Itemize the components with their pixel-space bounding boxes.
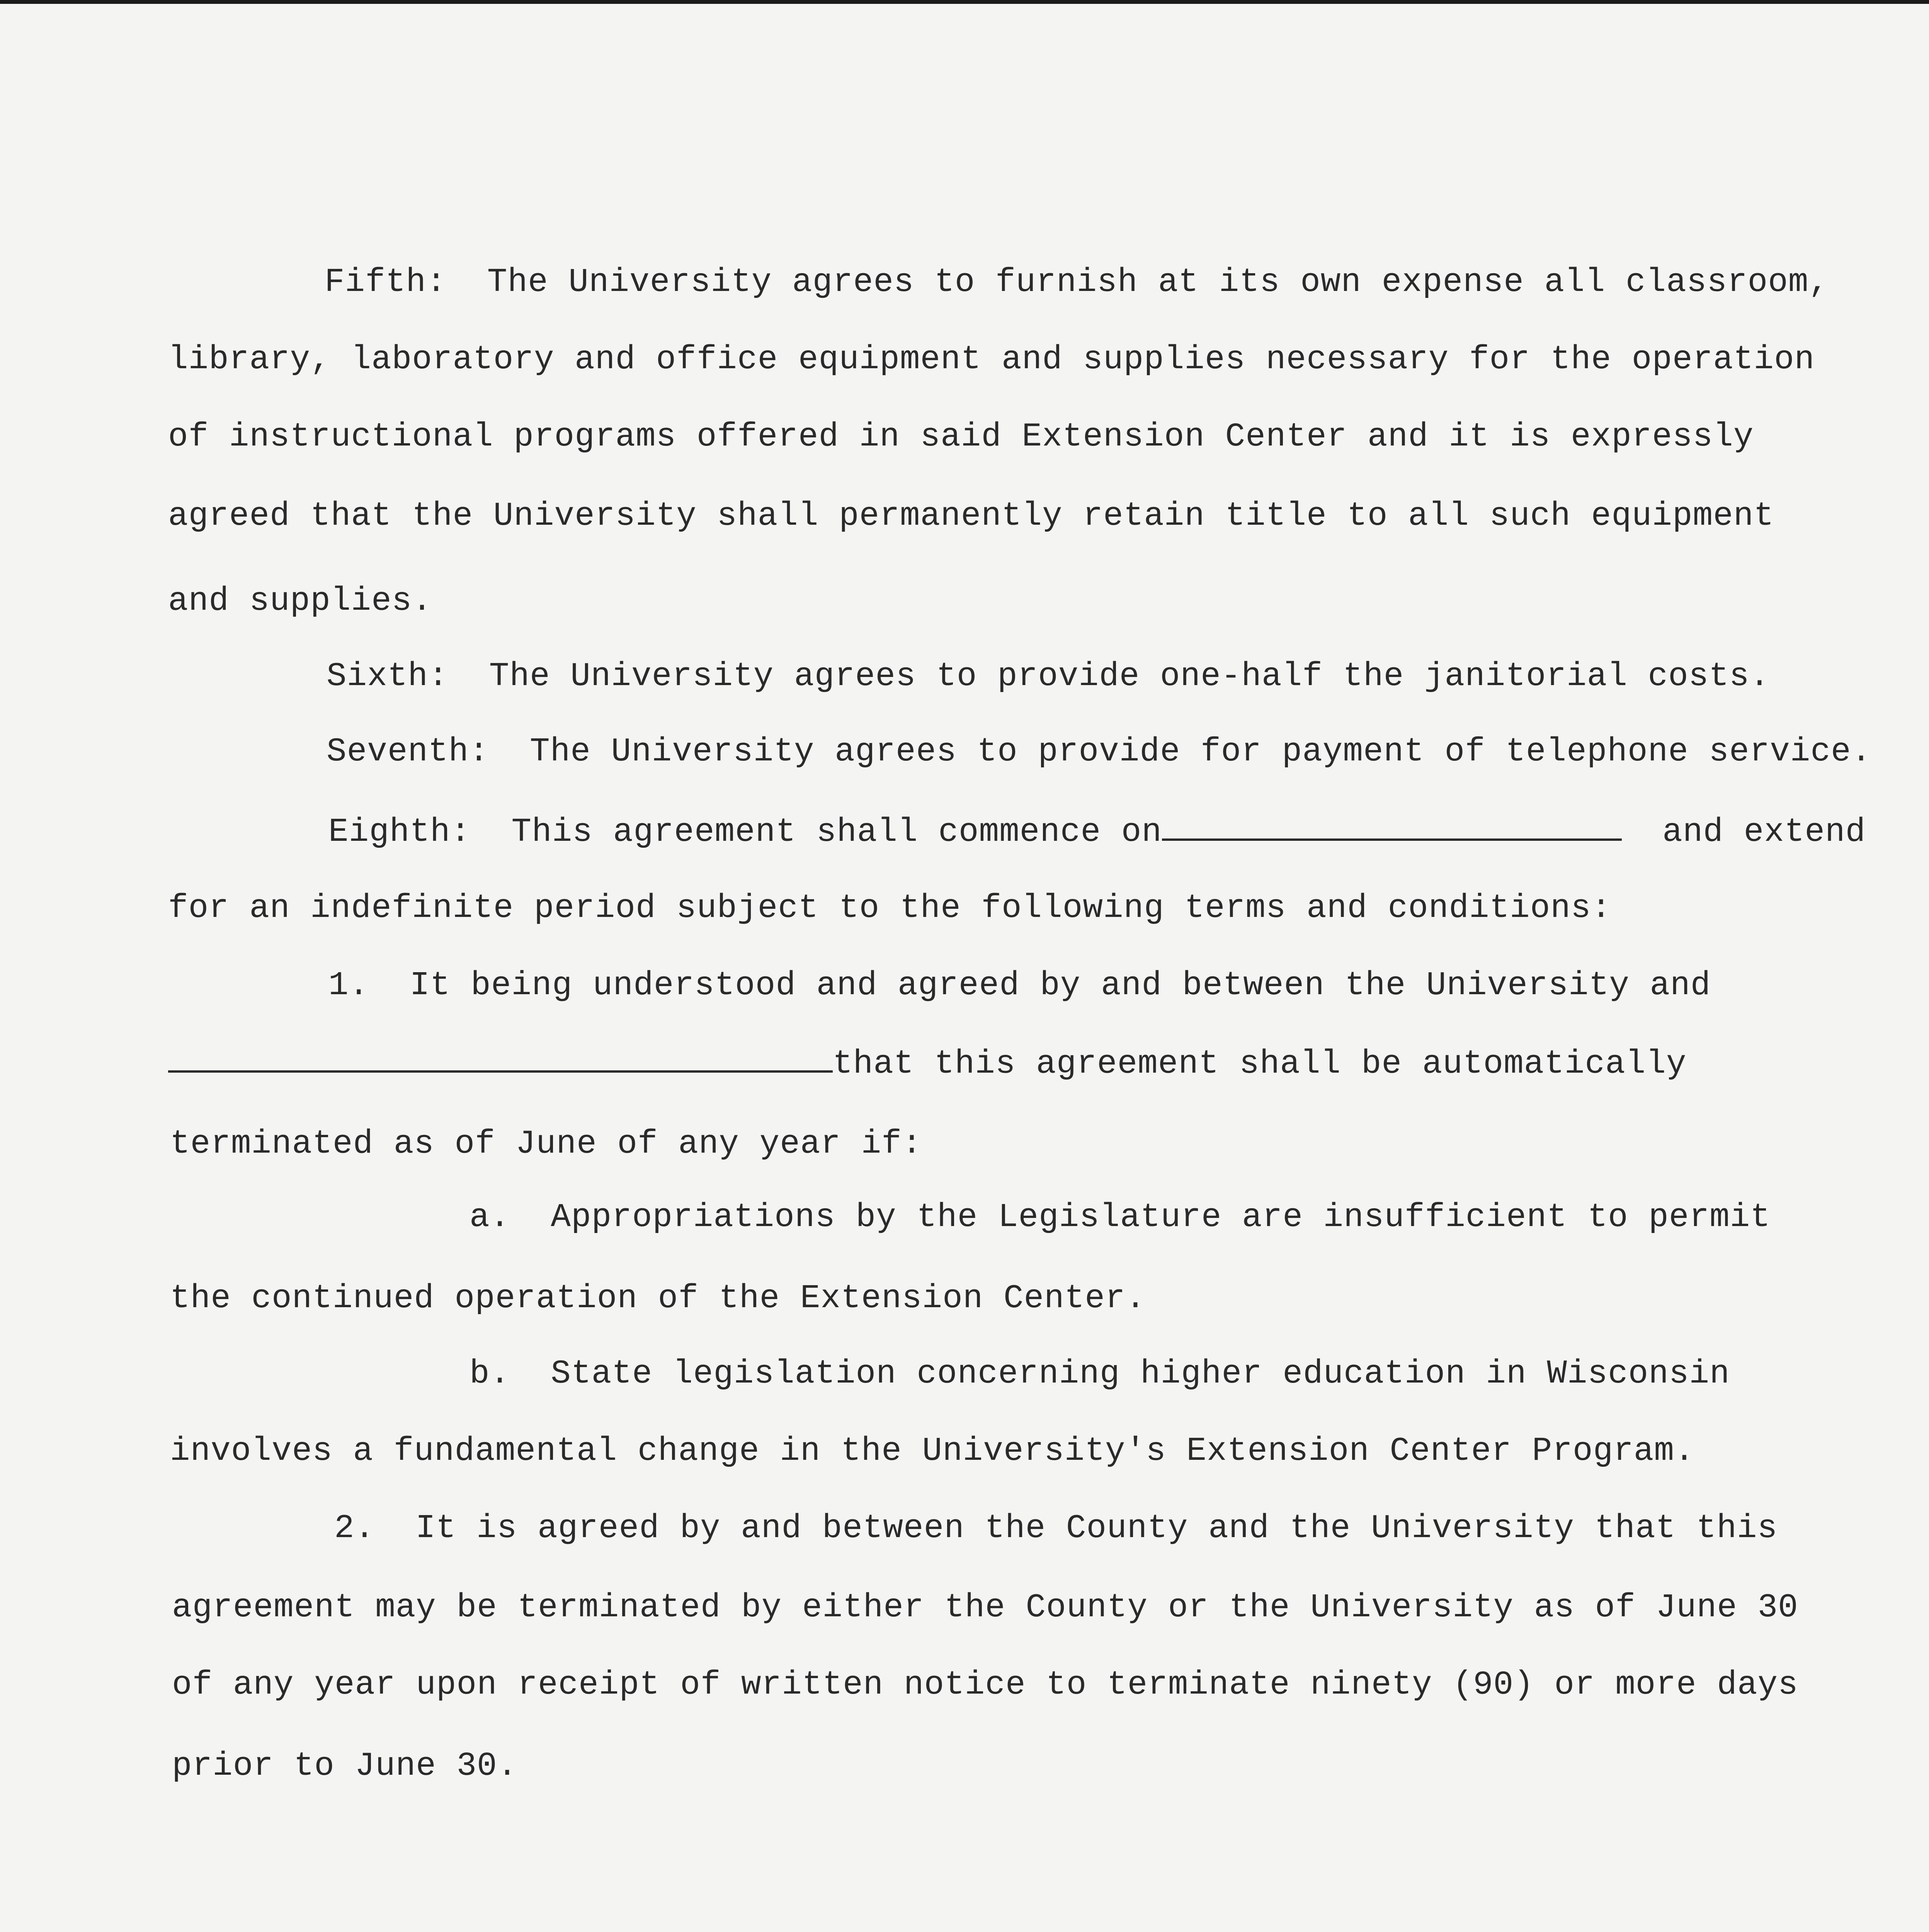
party-name-blank	[168, 1043, 833, 1073]
item-b-line-2: involves a fundamental change in the University's Extension Center Program.	[170, 1432, 1695, 1470]
paragraph-fifth-line-5: and supplies.	[168, 582, 432, 620]
item-1-line-3: terminated as of June of any year if:	[170, 1125, 922, 1163]
item-2-line-1: 2. It is agreed by and between the County and the University that this	[334, 1509, 1778, 1547]
item-1-line-2-tail: that this agreement shall be automatically	[833, 1045, 1687, 1083]
item-2-line-2: agreement may be terminated by either the County or the University as of June 30	[172, 1588, 1798, 1626]
paragraph-eighth-tail: and extend	[1662, 813, 1866, 851]
paragraph-eighth-line-1	[328, 811, 1866, 851]
paragraph-eighth-lead: Eighth: This agreement shall commence on	[328, 813, 1162, 851]
item-b-line-1: b. State legislation concerning higher education in Wisconsin	[469, 1355, 1730, 1393]
paragraph-fifth-line-2: library, laboratory and office equipment and supplies necessary for the operation	[168, 340, 1815, 378]
paragraph-fifth-line-1: Fifth: The University agrees to furnish at its own expense all classroom,	[325, 263, 1829, 301]
item-1-line-2	[168, 1043, 1687, 1083]
item-2-line-3: of any year upon receipt of written notice to terminate ninety (90) or more days	[172, 1666, 1798, 1704]
commencement-date-blank	[1162, 811, 1622, 841]
paragraph-seventh: Seventh: The University agrees to provide for payment of telephone service.	[327, 733, 1872, 770]
item-1-line-1: 1. It being understood and agreed by and between the University and	[328, 966, 1711, 1004]
paragraph-eighth-line-2: for an indefinite period subject to the following terms and conditions:	[168, 889, 1612, 927]
paragraph-sixth: Sixth: The University agrees to provide one-half the janitorial costs.	[327, 657, 1770, 695]
item-a-line-2: the continued operation of the Extension Center.	[170, 1279, 1146, 1317]
paragraph-fifth-line-4: agreed that the University shall permanently retain title to all such equipment	[168, 497, 1774, 535]
item-a-line-1: a. Appropriations by the Legislature are insufficient to permit	[469, 1198, 1771, 1236]
item-2-line-4: prior to June 30.	[172, 1747, 518, 1785]
paragraph-fifth-line-3: of instructional programs offered in said Extension Center and it is expressly	[168, 418, 1754, 456]
